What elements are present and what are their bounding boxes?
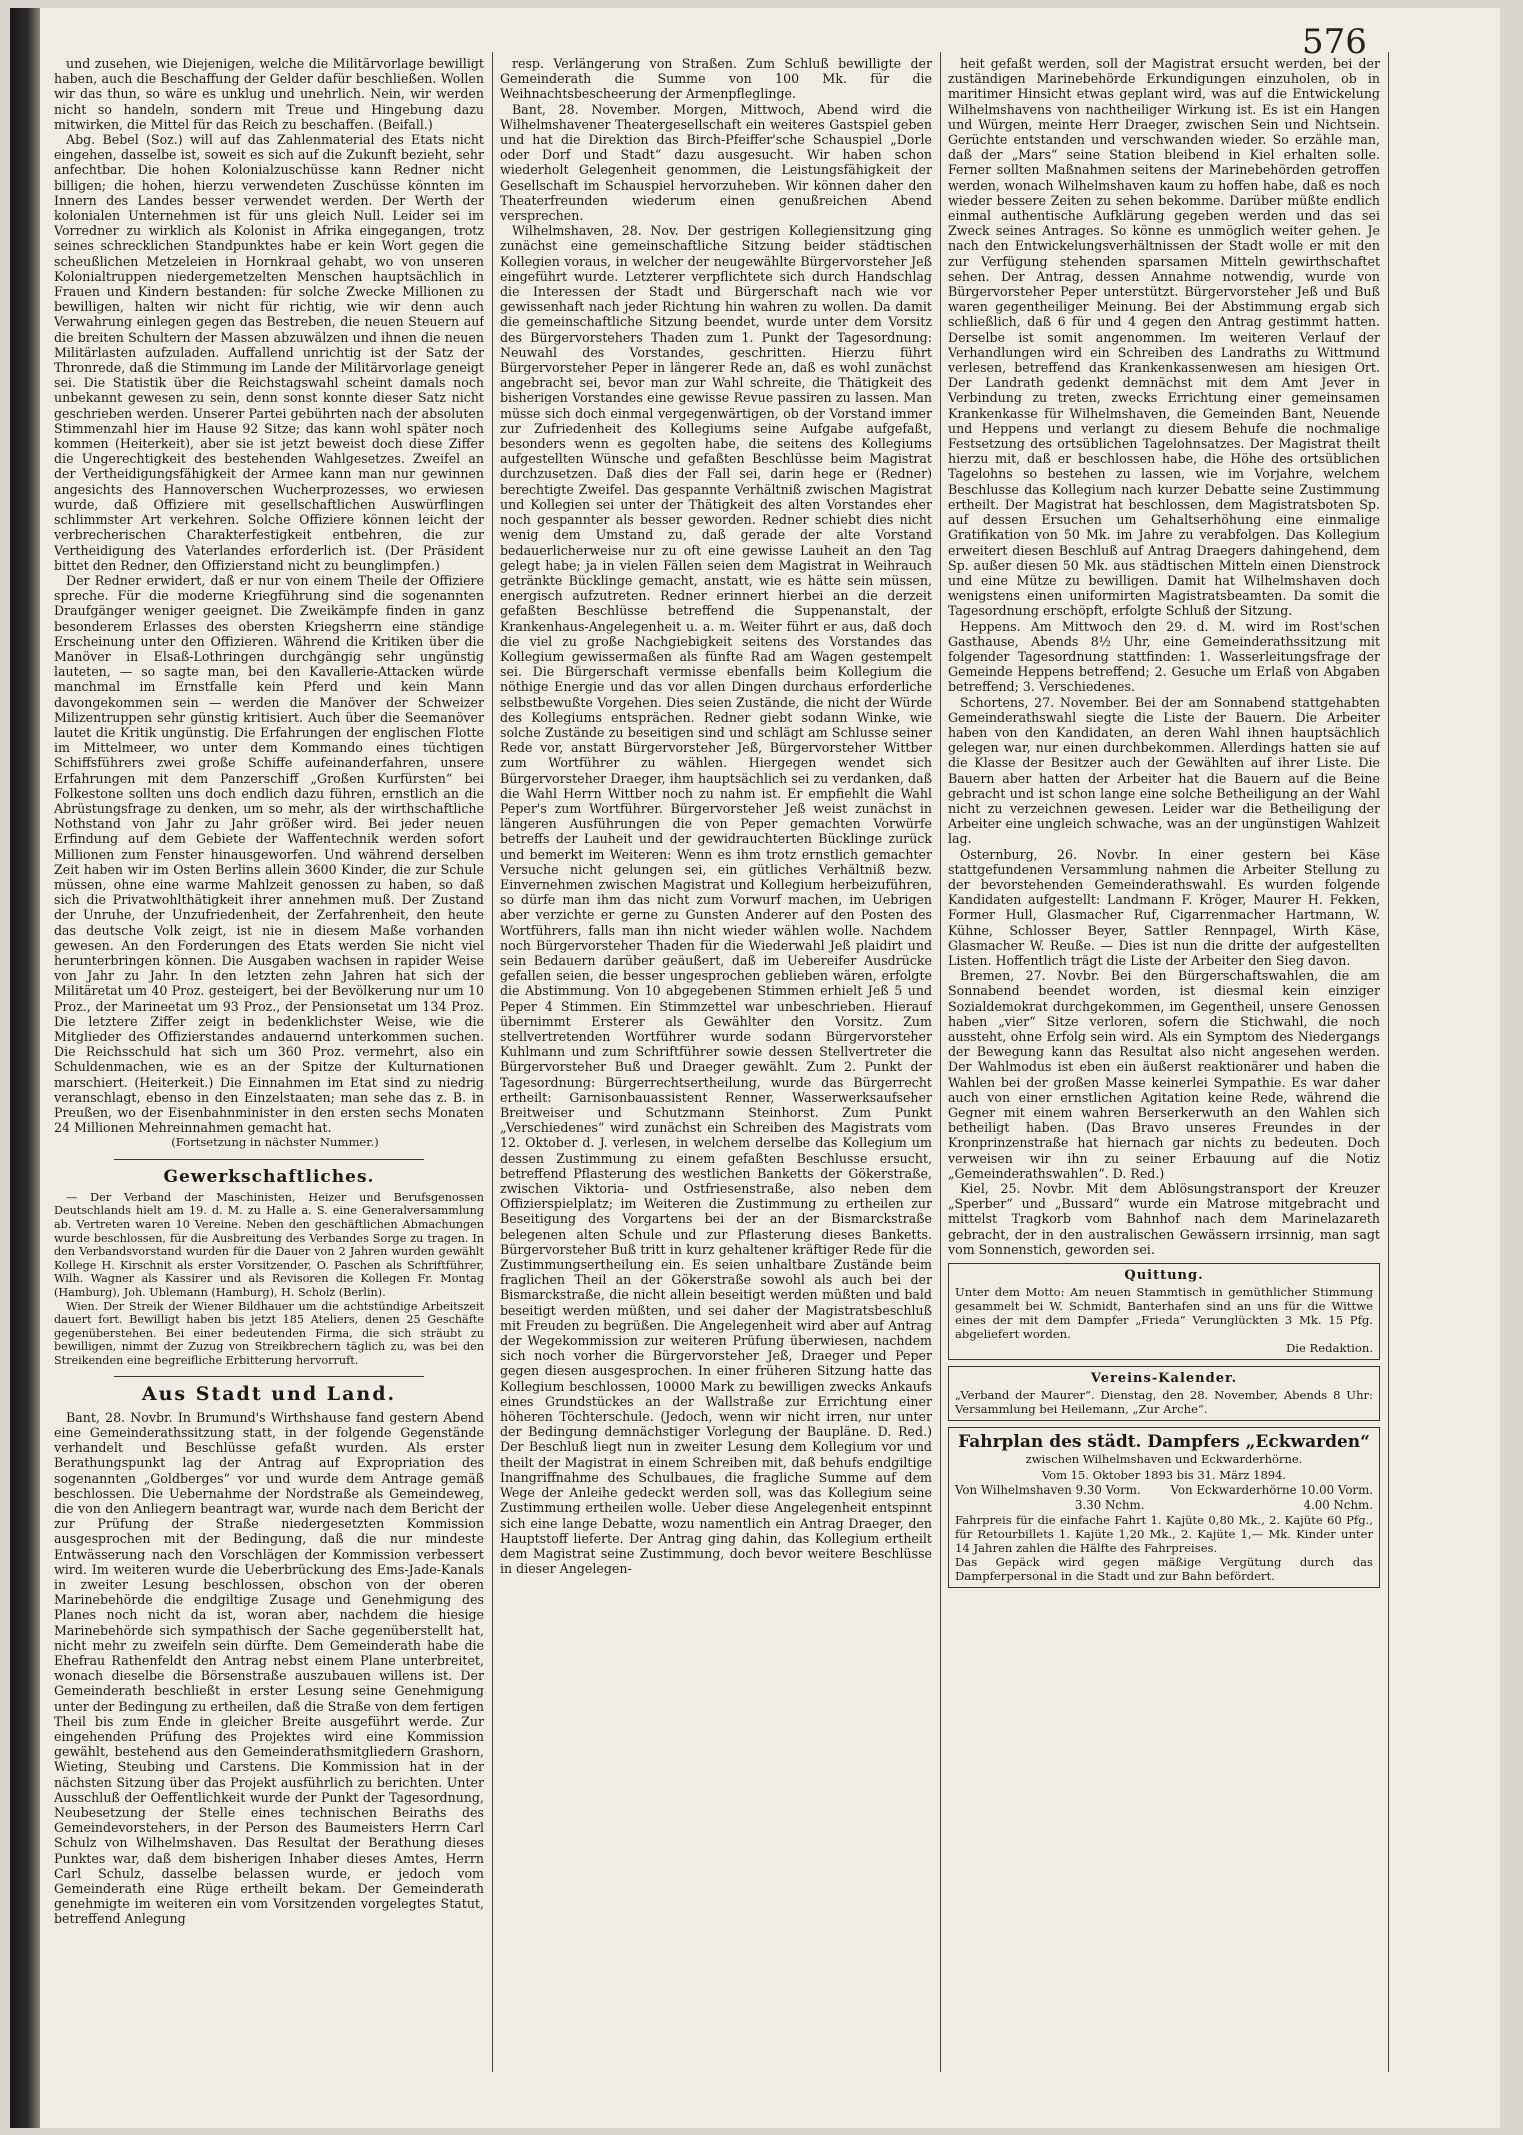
article-paragraph: Schortens, 27. November. Bei der am Sonnabend stattgehabten Gemeinderathswahl siegte die Liste der Bauern. Die Arbeiter haben von den Kandidaten, an deren Wahl ihnen hauptsächlich gelegen war, nur einen durchbekommen. Allerdings hatten sie auf die Klasse der Besitzer auch der Gewählten auf ihrer Liste. Die Bauern aber hatten der Arbeiter hat die Bauern auf die Beine gebracht und ist schon lange eine solche Betheiligung an der Wahl nicht zu verzeichnen gewesen. Leider war die Betheiligung der Arbeiter eine ungleich schwache, was an der ungünstigen Wahlzeit lag. [948, 694, 1380, 847]
section-heading-stadt-und-land: Aus Stadt und Land. [141, 1382, 397, 1405]
article-paragraph: — Der Verband der Maschinisten, Heizer und Berufsgenossen Deutschlands hielt am 19. d. M. zu Halle a. S. eine Generalversammlung ab. Vertreten waren 10 Vereine. Neben den geschäftlichen Abmachungen wurde beschlossen, für die Ausbreitung des Verbandes Sorge zu tragen. In den Verbandsvorstand wurden für die Dauer von 2 Jahren wurden gewählt Kollege H. Kirschnit als erster Vorsitzender, O. Paschen als Schriftführer, Wilh. Wagner als Kassirer und als Revisoren die Kollegen Fr. Montag (Hamburg), Joh. Ublemann (Hamburg), H. Scholz (Berlin). [54, 1190, 484, 1299]
article-paragraph: Bant, 28. November. Morgen, Mittwoch, Abend wird die Wilhelmshavener Theatergesellschaft ein weiteres Gastspiel geben und hat die Direktion das Birch-Pfeiffer'sche Schauspiel „Dorle oder Dorf und Stadt“ dazu ausgesucht. Wir haben schon wiederholt Gelegenheit genommen, die Leistungsfähigkeit der Gesellschaft im Schauspiel hervorzuheben. Wir können daher den Theaterfreunden wiederum einen genußreichen Abend versprechen. [500, 101, 932, 224]
page-number: 576 [1302, 22, 1367, 62]
article-paragraph: Kiel, 25. Novbr. Mit dem Ablösungstransport der Kreuzer „Sperber“ und „Bussard“ wurde ein Matrose mitgebracht und mittelst Tragkorb vom Bahnhof nach dem Marinelazareth gebracht, der in den australischen Gewässern irrsinnig, man sagt vom Sonnenstich, geworden sei. [948, 1181, 1380, 1257]
fahrplan-box [948, 1427, 1380, 1588]
book-binding [10, 8, 40, 2128]
fahrplan-departure-wilhelmshaven: Von Wilhelmshaven 9.30 Vorm. [955, 1482, 1141, 1497]
continuation-note: (Fortsetzung in nächster Nummer.) [171, 1135, 379, 1150]
vereins-kalender-title: Vereins-Kalender. [1090, 1371, 1238, 1387]
article-paragraph: Wien. Der Streik der Wiener Bildhauer um die achtstündige Arbeitszeit dauert fort. Bewilligt haben bis jetzt 185 Ateliers, denen 25 Geschäfte gegenüberstehen. Bei einer bedeutenden Firma, die sich sträubt zu bewilligen, nimmt der Zuzug von Streikbrechern täglich zu, was bei den Streikenden eine begreifliche Erbitterung hervorruft. [54, 1299, 484, 1367]
quittung-title: Quittung. [1124, 1268, 1204, 1284]
article-paragraph: Bant, 28. Novbr. In Brumund's Wirthshause fand gestern Abend eine Gemeinderathssitzung statt, in der folgende Gegenstände verhandelt und Beschlüsse gefaßt wurden. Als erster Berathungspunkt lag der Antrag auf Expropriation des sogenannten „Goldberges“ vor und wurde dem Antrage gemäß beschlossen. Die Uebernahme der Nordstraße als Gemeindeweg, die von den Anliegern beantragt war, wurde nach dem Bericht der zur Prüfung der Straße niedergesetzten Kommission ausgesprochen mit der Bedingung, daß die nur mindeste Entwässerung nach den Vorschlägen der Kommission verbessert wird. Im weiteren wurde die Ueberbrückung des Ems-Jade-Kanals in zweiter Lesung beschlossen, obschon von der oberen Marinebehörde die endgiltige Zusage und Genehmigung des Planes noch nicht da ist, woran aber, nachdem die hiesige Marinebehörde sich sympathisch der Sache gegenüberstellt hat, nicht mehr zu zweifeln sein dürfte. Dem Gemeinderath habe die Ehefrau Rathenfeldt den Antrag nebst einem Plane unterbreitet, wonach dieselbe die Börsenstraße auszubauen willens ist. Der Gemeinderath beschließt in erster Lesung seine Genehmigung unter der Bedingung zu ertheilen, daß die Straße von dem fertigen Theil bis zum Ende in gleicher Breite ausgeführt werde. Zur eingehenden Prüfung des Projektes wird eine Kommission gewählt, bestehend aus den Gemeinderathsmitgliedern Grashorn, Wieting, Steubing und Carstens. Die Kommission hat in der nächsten Sitzung über das Projekt ausführlich zu berichten. Unter Ausschluß der Oeffentlichkeit wurde der Punkt der Tagesordnung, Neubesetzung der Stelle eines technischen Beiraths des Gemeindevorstehers, in der Person des Baumeisters Herrn Carl Schulz von Wilhelmshaven. Das Resultat der Berathung dieses Punktes war, daß dem bisherigen Inhaber dieses Amtes, Herrn Carl Schulz, dasselbe belassen wurde, er jedoch vom Gemeinderath eine Rüge ertheilt bekam. Der Gemeinderath genehmigte im weiteren ein vom Vorsitzenden vorgelegtes Statut, betreffend Anlegung [54, 1409, 484, 1927]
article-paragraph: Abg. Bebel (Soz.) will auf das Zahlenmaterial des Etats nicht eingehen, dasselbe ist, soweit es sich auf die Zukunft bezieht, sehr anfechtbar. Die hohen Kolonialzuschüsse kann Redner nicht billigen; die hohen, hierzu verwendeten Zuschüsse könnten im Innern des Landes besser verwendet werden. Der Werth der kolonialen Unternehmen ist für uns gleich Null. Leider sei im Vorredner zu wirklich als Kolonist in Afrika eingegangen, trotz seines schrecklichen Standpunktes habe er kein Wort gegen die scheußlichen Metzeleien in Hornkraal gehabt, wo von unseren Kolonialtruppen niedergemetzelten Menschen hauptsächlich in Frauen und Kindern bestanden: für solche Zwecke Millionen zu bewilligen, halten wir nicht für richtig, wie wir denn auch Verwahrung einlegen gegen das Bestreben, die neuen Steuern auf die breiten Schultern der Massen abzuwälzen und ihnen die neuen Militärlasten aufzuladen. Auffallend unrichtig ist der Satz der Thronrede, daß die Stimmung im Lande der Militärvorlage geneigt sei. Die Statistik über die Reichstagswahl scheint damals noch unbekannt gewesen zu sein, denn sonst konnte dieser Satz nicht geschrieben werden. Unserer Partei gebührten nach der absoluten Stimmenzahl hier im Hause 92 Sitze; das kann wohl später noch kommen (Heiterkeit), aber sie ist jetzt beweist doch diese Ziffer die Ungerechtigkeit des bestehenden Wahlgesetzes. Zweifel an der Vertheidigungsfähigkeit der Armee kann man nur gewinnen angesichts des Hannoverschen Wucherprozesses, wo erwiesen wurde, daß Offiziere mit gesellschaftlichen Auswürflingen schlimmster Art verkehren. Solche Offiziere können leicht der verbrecherischen Charakterfestigkeit entbehren, die zur Vertheidigung des Vaterlandes erforderlich ist. (Der Präsident bittet den Redner, den Offizierstand nicht zu beunglimpfen.) [54, 132, 484, 573]
divider [114, 1376, 424, 1377]
article-paragraph: und zusehen, wie Diejenigen, welche die Militärvorlage bewilligt haben, auch die Beschaffung der Gelder dafür beschließen. Wollen wir das thun, so wäre es unklug und unehrlich. Nein, wir werden nicht so handeln, sondern mit Treue und Hingebung dazu mitwirken, die Mittel für das Reich zu beschaffen. (Beifall.) [54, 56, 484, 132]
quittung-signature: Die Redaktion. [1286, 1341, 1373, 1356]
fahrplan-title: Fahrplan des städt. Dampfers „Eckwarden“ [958, 1432, 1370, 1453]
newspaper-page [10, 8, 1500, 2128]
article-paragraph: Wilhelmshaven, 28. Nov. Der gestrigen Kollegiensitzung ging zunächst eine gemeinschaftliche Sitzung beider städtischen Kollegien voraus, in welcher der neugewählte Bürgervorsteher Jeß eingeführt wurde. Letzterer verpflichtete sich durch Handschlag die Interessen der Stadt und Bürgerschaft nach wie vor gewissenhaft nach jeder Richtung hin wahren zu wollen. Da damit die gemeinschaftliche Sitzung beendet, wurde unter dem Vorsitz des Bürgervorstehers Thaden zum 1. Punkt der Tagesordnung: Neuwahl des Vorstandes, geschritten. Hierzu führt Bürgervorsteher Peper in längerer Rede an, daß es wohl zunächst angebracht sei, bevor man zur Wahl schreite, die Thätigkeit des bisherigen Vorstandes eine gewisse Revue passiren zu lassen. Man müsse sich doch einmal vergegenwärtigen, ob der Vorstand immer zur Zufriedenheit des Kollegiums seine Aufgabe aufgefaßt, besonders wenn es gegolten habe, die seitens des Kollegiums aufgestellten Wünsche und gefaßten Beschlüsse beim Magistrat durchzusetzen. Daß dies der Fall sei, darin hege er (Redner) berechtigte Zweifel. Das gespannte Verhältniß zwischen Magistrat und Kollegien sei unter der Thätigkeit des alten Vorstandes eher noch gespannter als besser geworden. Redner schiebt dies nicht wenig dem Umstand zu, daß gerade der alte Vorstand bedauerlicherweise nur zu oft eine gewisse Lauheit an den Tag gelegt habe; ja in vielen Fällen seien dem Magistrat in Weihrauch getränkte Bücklinge gemacht, anstatt, wie es hätte sein müssen, energisch aufzutreten. Redner erinnert hierbei an die derzeit gefaßten Beschlüsse betreffend die Suppenanstalt, der Krankenhaus-Angelegenheit u. a. m. Weiter führt er aus, daß doch die viel zu große Nachgiebigkeit seitens des Vorstandes das Kollegium gewissermaßen als fünfte Rad am Wagen gestempelt sei. Die Bürgerschaft vermisse ebenfalls beim Kollegium die nöthige Energie und das vor allen Dingen durchaus erforderliche selbstbewußte Vorgehen. Dies seien Zustände, die nicht der Würde des Kollegiums entsprächen. Redner giebt sodann Winke, wie solche Zustände zu beseitigen sind und schlägt am Schlusse seiner Rede vor, anstatt Bürgervorsteher Jeß, Bürgervorsteher Wittber zum Wortführer zu wählen. Hiergegen wendet sich Bürgervorsteher Draeger, ihm hauptsächlich sei zu verdanken, daß die Wahl Herrn Wittber noch zu nahm ist. Er empfiehlt die Wahl Peper's zum Wortführer. Bürgervorsteher Jeß weist zunächst in längeren Ausführungen die von Peper gemachten Vorwürfe betreffs der Lauheit und der gewidrauchterten Bücklinge zurück und bemerkt im Weiteren: Wenn es ihm trotz ernstlich gemachter Versuche nicht gelungen sei, ein gütliches Verhältniß bezw. Einvernehmen zwischen Magistrat und Kollegium herbeizuführen, so dürfe man ihm das nicht zum Vorwurf machen, im Uebrigen aber verzichte er gerne zu Gunsten Anderer auf den Posten des Wortführers, falls man ihn nicht wieder wählen wolle. Nachdem noch Bürgervorsteher Thaden für die Wiederwahl Jeß plaidirt und sein Bedauern darüber geäußert, daß im Uebereifer Ausdrücke gefallen seien, die besser ungesprochen geblieben wären, erfolgte die Abstimmung. Von 10 abgegebenen Stimmen erhielt Jeß 5 und Peper 4 Stimmen. Ein Stimmzettel war unbeschrieben. Hierauf übernimmt Ersterer als Gewählter den Vorsitz. Zum stellvertretenden Wortführer wurde sodann Bürgervorsteher Kuhlmann und zum Schriftführer sowie dessen Stellvertreter die Bürgervorsteher Buß und Draeger gewählt. Zum 2. Punkt der Tagesordnung: Bürgerrechtsertheilung, wurde das Bürgerrecht ertheilt: Garnisonbauassistent Renner, Wasserwerksaufseher Breitweiser und Schutzmann Steinhorst. Zum Punkt „Verschiedenes“ wird zunächst ein Schreiben des Magistrats vom 12. Oktober d. J. verlesen, in welchem derselbe das Kollegium um dessen Zustimmung zu einem gefaßten Beschlusse ersucht, betreffend Pflasterung des westlichen Banketts der Gökerstraße, zwischen Viktoria- und Ostfriesenstraße, also neben dem Offizierspielplatz; im Weiteren die Zustimmung zu ertheilen zur Beseitigung des Vorgartens bei der an der Bismarckstraße belegenen alten Schule und zur Pflasterung dieses Banketts. Bürgervorsteher Buß tritt in kurz gehaltener kräftiger Rede für die Zustimmungsertheilung ein. Es seien unhaltbare Zustände beim fraglichen Theil an der Gökerstraße sowohl als auch bei der Bismarckstraße, die nicht allein beseitigt werden müßten und bald beseitigt werden müßten, und sei daher der Magistratsbeschluß mit Freuden zu begrüßen. Die Angelegenheit wird aber auf Antrag der Wegekommission zur weiteren Prüfung überwiesen, nachdem sich noch vorher die Bürgervorsteher Jeß, Draeger und Peper gegen diesen ausgesprochen. In einer früheren Sitzung hatte das Kollegium beschlossen, 10000 Mark zu bewilligen zwecks Ankaufs eines Grundstückes an der Wallstraße zur Errichtung einer höheren Töchterschule. (Jedoch, wenn wir nicht irren, nur unter der Bedingung demnächstiger Vorlegung der Baupläne. D. Red.) Der Beschluß liegt nun in zweiter Lesung dem Kollegium vor und theilt der Magistrat in einem Schreiben mit, daß behufs endgiltige Inangriffnahme des Schulbaues, die fragliche Summe auf dem Wege der Anleihe gedeckt werden soll, was das Kollegium seine Zustimmung ertheilen wolle. Ueber diese Angelegenheit entspinnt sich eine lange Debatte, wozu namentlich ein Antrag Draeger, den Hauptstoff lieferte. Der Antrag ging dahin, das Kollegium ertheilt dem Magistrat seine Zustimmung, doch bevor weitere Beschlüsse in dieser Angelegen- [500, 223, 932, 1577]
fahrplan-row [955, 1483, 1373, 1498]
article-paragraph: Bremen, 27. Novbr. Bei den Bürgerschaftswahlen, die am Sonnabend beendet worden, ist diesmal kein einziger Sozialdemokrat durchgekommen, im Gegentheil, unsere Genossen haben „vier“ Sitze verloren, sofern die Stichwahl, die noch aussteht, ohne Erfolg sein wird. Als ein Symptom des Niedergangs der Bewegung kann das Resultat also nicht angesehen werden. Der Wahlmodus ist eben ein äußerst reaktionärer und haben die Wahlen bei der großen Masse keinerlei Sympathie. Es war daher auch von einer ernstlichen Agitation keine Rede, während die Gegner mit einem wahren Berserkerwuth an den Wahlen sich betheiligt haben. (Das Bravo unseres Freundes in der Kronprinzenstraße hat hiernach gar nichts zu bedeuten. Doch verweisen wir ihn zu seiner Erbauung auf die Notiz „Gemeinderathswahlen“. D. Red.) [948, 968, 1380, 1181]
vereins-kalender-box [948, 1366, 1380, 1421]
article-paragraph: resp. Verlängerung von Straßen. Zum Schluß bewilligte der Gemeinderath die Summe von 100 Mk. für die Weihnachtsbescheerung der Armenpfleglinge. [500, 56, 932, 102]
column-rule [940, 52, 941, 2072]
quittung-box [948, 1263, 1380, 1360]
quittung-text: Unter dem Motto: Am neuen Stammtisch in gemüthlicher Stimmung gesammelt bei W. Schmidt, Banterhafen sind an uns für die Wittwe eines der mit dem Dampfer „Frieda“ Verunglückten 3 Mk. 15 Pfg. abgeliefert worden. [955, 1285, 1373, 1342]
fahrplan-period: Vom 15. Oktober 1893 bis 31. März 1894. [1041, 1467, 1287, 1482]
article-paragraph: heit gefaßt werden, soll der Magistrat ersucht werden, bei der zuständigen Marinebehörde Erkundigungen einzuholen, ob in maritimer Hinsicht etwas geplant wird, was auf die Entwickelung Wilhelmshavens von nachtheiliger Wirkung ist. Es ist ein Hangen und Würgen, meinte Herr Draeger, zwischen Sein und Nichtsein. Gerüchte entstanden und verschwanden wieder. So erzähle man, daß der „Mars“ seine Station bleibend in Kiel erhalten solle. Ferner sollten Maßnahmen seitens der Marinebehörden getroffen werden, wonach Wilhelmshaven kaum zu hoffen habe, daß es noch wieder bessere Zeiten zu sehen bekomme. Darüber müßte endlich einmal authentische Aufklärung gegeben werden und das sei Zweck seines Antrages. So könne es unmöglich weiter gehen. Je nach den Entwickelungsverhältnissen der Stadt wolle er mit den zur Verfügung stehenden sparsamen Mitteln gewirthschaftet sehen. Der Antrag, dessen Annahme notwendig, wurde von Bürgervorsteher Peper unterstützt. Bürgervorsteher Jeß und Buß waren gegentheiliger Meinung. Bei der Abstimmung ergab sich schließlich, daß 6 für und 4 gegen den Antrag gestimmt hatten. Derselbe ist somit angenommen. Im weiteren Verlauf der Verhandlungen wird ein Schreiben des Landraths zu Wittmund verlesen, betreffend das Krankenkassenwesen am hiesigen Ort. Der Landrath gedenkt demnächst mit dem Amt Jever in Verbindung zu treten, zwecks Errichtung einer gemeinsamen Krankenkasse für Wilhelmshaven, die Gemeinden Bant, Neuende und Heppens und verlangt zu diesem Behufe die nochmalige Festsetzung des ortsüblichen Tagelohnsatzes. Der Magistrat theilt hierzu mit, daß er beschlossen habe, die Höhe des ortsüblichen Tagelohns so bestehen zu lassen, wie im Vorjahre, welchem Beschlusse das Kollegium nach kurzer Debatte seine Zustimmung ertheilt. Der Magistrat hat beschlossen, dem Magistratsboten Sp. auf dessen Ersuchen um Gehaltserhöhung eine einmalige Gratifikation von 50 Mk. im Jahre zu verabfolgen. Das Kollegium erweitert diesen Beschluß auf Antrag Draegers dahingehend, dem Sp. außer diesen 50 Mk. aus städtischen Mitteln einen Dienstrock und eine Mütze zu bewilligen. Damit hat Wilhelmshaven doch wenigstens einen uniformirten Magistratsbeamten. Da somit die Tagesordnung erschöpft, erfolgte Schluß der Sitzung. [948, 56, 1380, 619]
article-paragraph: Der Redner erwidert, daß er nur von einem Theile der Offiziere spreche. Für die moderne Kriegführung sind die sogenannten Draufgänger weniger geeignet. Die Zweikämpfe finden in ganz besonderem Erlasses des obersten Kriegsherrn eine ständige Erscheinung unter den Offizieren. Während die Kritiken über die Manöver in Elsaß-Lothringen durchgängig sehr ungünstig lauteten, — so sagte man, bei den Kavallerie-Attacken würde manchmal im Ernstfalle kein Pferd und kein Mann davongekommen sein — werden die Manöver der Schweizer Milizentruppen sehr günstig kritisiert. Auch über die Seemanöver lautet die Kritik ungünstig. Die Erfahrungen der englischen Flotte im Mittelmeer, wo unter dem Kommando eines tüchtigen Schiffsführers zwei große Schiffe aufeinanderfahren, unsere Erfahrungen mit dem Panzerschiff „Großen Kurfürsten“ bei Folkestone sollten uns doch endlich dazu führen, ernstlich an die Abrüstungsfrage zu denken, um so mehr, als der wirthschaftliche Nothstand von Jahr zu Jahr größer wird. Bei jeder neuen Erfindung auf dem Gebiete der Waffentechnik werden sofort Millionen zum Fenster hinausgeworfen. Und während derselben Zeit haben wir im Osten Berlins allein 3600 Kinder, die zur Schule müssen, ohne eine warme Mahlzeit genossen zu haben, so daß sich die Privatwohlthätigkeit ihrer annehmen muß. Der Zustand der Unruhe, der Unzufriedenheit, der Zerfahrenheit, den heute das deutsche Volk zeigt, ist nie in diesem Maße vorhanden gewesen. An den Forderungen des Etats werden Sie nicht viel herunterbringen können. Die Ausgaben wachsen in rapider Weise von Jahr zu Jahr. In den letzten zehn Jahren hat sich der Militäretat um 40 Proz. gesteigert, bei der Bevölkerung nur um 10 Proz., der Marineetat um 93 Proz., der Pensionsetat um 134 Proz. Die letztere Ziffer zeigt in bedenklichster Weise, wie die Mitglieder des Offizierstandes andauernd unterkommen suchen. Die Reichsschuld hat sich um 360 Proz. vermehrt, also ein Schuldenmachen, wie es an der Spitze der Kulturnationen marschiert. (Heiterkeit.) Die Einnahmen im Etat sind zu niedrig veranschlagt, ebenso in den Einzelstaaten; man sehe das z. B. in Preußen, wo der Eisenbahnminister in den ersten sechs Monaten 24 Millionen Mehreinnahmen gemacht hat. [54, 572, 484, 1136]
article-paragraph: Heppens. Am Mittwoch den 29. d. M. wird im Rost'schen Gasthause, Abends 8½ Uhr, eine Gemeinderathssitzung mit folgender Tagesordnung stattfinden: 1. Wasserleitungsfrage der Gemeinde Heppens betreffend; 2. Gesuche um Erlaß von Abgaben betreffend; 3. Verschiedenes. [948, 618, 1380, 695]
fahrplan-departure-wilhelmshaven-2: 3.30 Nchm. [1075, 1498, 1145, 1513]
column-2 [500, 56, 932, 2066]
fahrplan-note: Das Gepäck wird gegen mäßige Vergütung durch das Dampferpersonal in die Stadt und zur Bahn befördert. [955, 1555, 1373, 1584]
section-heading-gewerkschaftliches: Gewerkschaftliches. [163, 1166, 375, 1187]
column-rule [492, 52, 493, 2072]
divider [114, 1159, 424, 1160]
column-1 [54, 56, 484, 2066]
fahrplan-prices: Fahrpreis für die einfache Fahrt 1. Kajüte 0,80 Mk., 2. Kajüte 60 Pfg., für Retourbillets 1. Kajüte 1,20 Mk., 2. Kajüte 1,— Mk. Kinder unter 14 Jahren zahlen die Hälfte des Fahrpreises. [955, 1513, 1373, 1556]
column-3 [948, 56, 1380, 2066]
fahrplan-departure-eckwarderhoerne-2: 4.00 Nchm. [1303, 1498, 1373, 1513]
vereins-kalender-text: „Verband der Maurer“. Dienstag, den 28. November, Abends 8 Uhr: Versammlung bei Heilemann, „Zur Arche“. [955, 1388, 1373, 1417]
fahrplan-route: zwischen Wilhelmshaven und Eckwarderhörne. [1025, 1452, 1303, 1467]
fahrplan-row [955, 1498, 1373, 1513]
column-rule [1388, 52, 1389, 2072]
article-paragraph: Osternburg, 26. Novbr. In einer gestern bei Käse stattgefundenen Versammlung nahmen die Arbeiter Stellung zu der bevorstehenden Gemeinderathswahl. Es wurden folgende Kandidaten aufgestellt: Landmann F. Kröger, Maurer H. Fekken, Former Hull, Glasmacher Ruf, Cigarrenmacher Hartmann, W. Kühne, Schlosser Beyer, Sattler Rennpagel, Wirth Käse, Glasmacher W. Reuße. — Dies ist nun die dritte der aufgestellten Listen. Hoffentlich trägt die Liste der Arbeiter den Sieg davon. [948, 846, 1380, 968]
fahrplan-departure-eckwarderhoerne: Von Eckwarderhörne 10.00 Vorm. [1170, 1482, 1373, 1497]
